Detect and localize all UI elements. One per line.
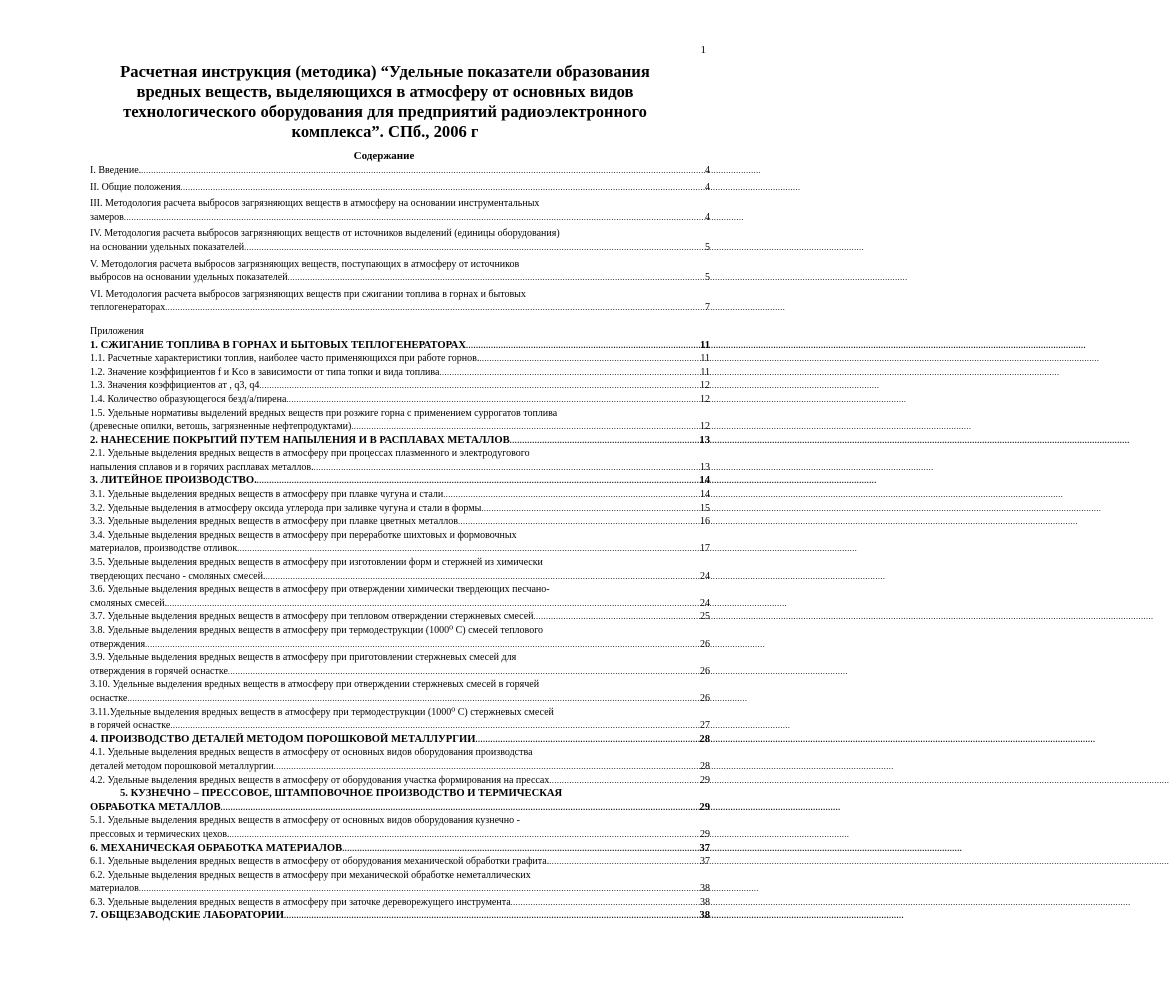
toc-entry-text: 1. СЖИГАНИЕ ТОПЛИВА В ГОРНАХ И БЫТОВЫХ ТЕПЛОГЕНЕРАТОРАХ (90, 339, 466, 351)
toc-entry-text: III. Методология расчета выбросов загрязняющих веществ в атмосферу на основании инструментальных (90, 198, 540, 210)
toc-entry-text: 3.4. Удельные выделения вредных веществ в атмосферу при переработке шихтовых и формовочных (90, 529, 517, 541)
toc-entry[interactable] (90, 379, 710, 393)
toc-page-number: 7 (705, 302, 710, 314)
dot-leader (229, 828, 699, 842)
dot-leader (549, 774, 699, 788)
toc-entry-text: деталей методом порошковой металлургии (90, 760, 274, 772)
toc-entry-text: 3.2. Удельные выделения в атмосферу оксида углерода при заливке чугуна и стали в формы (90, 502, 482, 514)
toc-entry-text: материалов, производстве отливок (90, 543, 238, 555)
toc-section-heading[interactable] (90, 474, 710, 488)
document-title: Расчетная инструкция (методика) “Удельные показатели образования вредных веществ, выделяющихся в атмосферу от основных видов технологического оборудования для предприятий радиоэлектронного комплекса”. СПб., 2006 г (120, 62, 650, 141)
toc-entry-text: 6.2. Удельные выделения вредных веществ в атмосферу при механической обработке неметаллических (90, 869, 531, 881)
toc-page-number: 26 (700, 638, 710, 650)
dot-leader (274, 760, 699, 774)
toc-entry-text: теплогенераторах (90, 302, 166, 314)
toc-entry-text: 4. ПРОИЗВОДСТВО ДЕТАЛЕЙ МЕТОДОМ ПОРОШКОВОЙ МЕТАЛЛУРГИИ (90, 733, 476, 745)
dot-leader (439, 366, 699, 380)
dot-leader (475, 733, 698, 747)
page-number: 1 (700, 44, 706, 56)
toc-entry-text: 1.4. Количество образующегося безд/а/пирена (90, 393, 287, 405)
toc-entry-text: в горячей оснастке (90, 720, 171, 732)
toc-entry[interactable] (90, 288, 710, 315)
toc-page-number: 28 (700, 760, 710, 772)
dot-leader (237, 542, 699, 556)
dot-leader (127, 692, 699, 706)
toc-page-number: 4 (705, 211, 710, 223)
toc-section-heading[interactable] (90, 339, 710, 353)
toc-page-number: 38 (699, 910, 710, 922)
toc-page-number: 26 (700, 665, 710, 677)
toc-entry-text: 2.1. Удельные выделения вредных веществ в атмосферу при процессах плазменного и электродугового (90, 448, 530, 460)
toc-entry-text: смоляных смесей. (90, 597, 168, 609)
toc-entry-text: IV. Методология расчета выбросов загрязняющих веществ от источников выделений (единицы оборудования) (90, 228, 560, 240)
toc-entry-text: VI. Методология расчета выбросов загрязняющих веществ при сжигании топлива в горнах и бытовых (90, 288, 526, 300)
dot-leader (510, 434, 699, 448)
toc-entry[interactable] (90, 502, 710, 516)
toc-entry[interactable] (90, 869, 710, 896)
toc-entry-text: 3.3. Удельные выделения вредных веществ в атмосферу при плавке цветных металлов (90, 516, 458, 528)
toc-entry[interactable] (90, 610, 710, 624)
toc-page-number: 16 (700, 516, 710, 528)
toc-page-number: 29 (700, 828, 710, 840)
toc-entry-text: на основании удельных показателей (90, 241, 245, 253)
toc-entry[interactable] (90, 624, 710, 651)
toc-entry-text: материалов (90, 883, 139, 895)
toc-section-heading[interactable] (90, 733, 710, 747)
dot-leader (549, 855, 699, 869)
toc-entry[interactable] (90, 583, 710, 610)
toc-entry-text: 3.10. Удельные выделения вредных веществ в атмосферу при отверждении стержневых смесей в горячей (90, 679, 540, 691)
dot-leader (314, 461, 699, 475)
toc-entry-text: 3.6. Удельные выделения вредных веществ в атмосферу при отверждении химически твердеющих песчано- (90, 584, 550, 596)
toc-entry-text: 1.3. Значения коэффициентов aт , q3, q4 (90, 380, 260, 392)
dot-leader (479, 352, 699, 366)
toc-entry[interactable] (90, 407, 710, 434)
toc-page-number: 13 (700, 461, 710, 473)
toc-section-heading[interactable] (90, 434, 710, 448)
toc-entry[interactable] (90, 447, 710, 474)
toc-heading: Содержание (353, 150, 415, 162)
toc-page-number: 28 (699, 733, 710, 745)
toc-page-number: 13 (699, 434, 710, 446)
dot-leader (228, 665, 699, 679)
dot-leader (180, 181, 704, 195)
dot-leader (145, 638, 699, 652)
dot-leader (165, 301, 704, 315)
toc-entry[interactable] (90, 164, 710, 178)
dot-leader (286, 393, 699, 407)
toc-page-number: 37 (700, 856, 710, 868)
dot-leader (284, 909, 698, 923)
toc-entry[interactable] (90, 515, 710, 529)
toc-entry-text: 3.7. Удельные выделения вредных веществ в атмосферу при тепловом отверждении стержневых смесей (90, 611, 534, 623)
toc-page-number: 26 (700, 692, 710, 704)
toc-page-number: 38 (700, 896, 710, 908)
toc-entry[interactable] (90, 393, 710, 407)
toc-entry[interactable] (90, 366, 710, 380)
toc-entry[interactable] (90, 556, 710, 583)
toc-page-number: 11 (700, 366, 710, 378)
toc-entry-text: 6. МЕХАНИЧЕСКАЯ ОБРАБОТКА МАТЕРИАЛОВ (90, 842, 343, 854)
dot-leader (351, 420, 699, 434)
toc-entry-text: 1.5. Удельные нормативы выделений вредных веществ при розжиге горна с применением суррогатов топлива (90, 407, 558, 419)
toc-main-section (90, 164, 710, 315)
toc-page-number: 24 (700, 570, 710, 582)
dot-leader (534, 610, 699, 624)
toc-page-number: 11 (699, 339, 710, 351)
dot-leader (167, 597, 699, 611)
dot-leader (259, 379, 699, 393)
toc-entry-text: (древесные опилки, ветошь, загрязненные нефтепродуктами) (90, 421, 352, 433)
toc-section-heading[interactable] (90, 787, 710, 814)
toc-page-number: 5 (705, 272, 710, 284)
toc-entry[interactable] (90, 197, 710, 224)
toc-entry-text: 3.8. Удельные выделения вредных веществ в атмосферу при термодеструкции (1000⁰ С) смесей теплового (90, 625, 544, 636)
toc-entry[interactable] (90, 227, 710, 254)
toc-entry[interactable] (90, 814, 710, 841)
toc-page-number: 12 (700, 380, 710, 392)
toc-entry-text: I. Введение. (90, 165, 142, 176)
toc-section-heading[interactable] (90, 909, 710, 923)
toc-entry[interactable] (90, 488, 710, 502)
toc-entry[interactable] (90, 181, 710, 195)
toc-page-number: 29 (699, 801, 710, 813)
toc-page-number: 14 (699, 475, 710, 487)
toc-entry-text: II. Общие положения (90, 181, 181, 193)
toc-page-number: 12 (700, 421, 710, 433)
toc-page-number: 5 (705, 241, 710, 253)
toc-entry[interactable] (90, 746, 710, 773)
toc-entry-text: 3. ЛИТЕЙНОЕ ПРОИЗВОДСТВО. (90, 475, 257, 487)
toc-entry[interactable] (90, 352, 710, 366)
toc-page-number: 24 (700, 597, 710, 609)
dot-leader (481, 502, 699, 516)
toc-entry-text: 6.3. Удельные выделения вредных веществ в атмосферу при заточке дереворежущего инструмента (90, 896, 511, 908)
toc-page-number: 25 (700, 611, 710, 623)
toc-entry-text: прессовых и термических цехов. (90, 828, 230, 840)
toc-entry-text: 3.9. Удельные выделения вредных веществ в атмосферу при приготовлении стержневых смесей для (90, 652, 517, 664)
toc-entry-text: ОБРАБОТКА МЕТАЛЛОВ (90, 801, 221, 813)
toc-entry-text: 3.1. Удельные выделения вредных веществ в атмосферу при плавке чугуна и стали (90, 489, 444, 501)
toc-page-number: 15 (700, 502, 710, 514)
dot-leader (265, 570, 699, 584)
toc-entry-text: 3.11.Удельные выделения вредных веществ в атмосферу при термодеструкции (1000⁰ С) стержневых смесей (90, 706, 554, 718)
dot-leader (139, 882, 699, 896)
toc-entry[interactable] (90, 706, 710, 733)
toc-page-number: 37 (699, 842, 710, 854)
toc-page-number: 17 (700, 543, 710, 555)
toc-appendix-section (90, 339, 710, 924)
toc-entry-text: напыления сплавов и в горячих расплавах металлов. (90, 461, 314, 473)
toc-page-number: 29 (700, 774, 710, 786)
toc-entry-text: 4.2. Удельные выделения вредных веществ в атмосферу от оборудования участка формирования на прессах (90, 774, 550, 786)
toc-entry[interactable] (90, 774, 710, 788)
dot-leader (244, 241, 704, 255)
toc-page-number: 11 (700, 353, 710, 365)
toc-entry-text: выбросов на основании удельных показателей (90, 272, 288, 284)
dot-leader (511, 896, 699, 910)
dot-leader (141, 164, 704, 178)
toc-entry-text: 5.1. Удельные выделения вредных веществ в атмосферу от основных видов оборудования кузнечно - (90, 815, 520, 827)
toc-entry-text: 3.5. Удельные выделения вредных веществ в атмосферу при изготовлении форм и стержней из химически (90, 557, 543, 569)
dot-leader (124, 211, 704, 225)
dot-leader (458, 515, 699, 529)
dot-leader (257, 474, 699, 488)
toc-entry-text: 7. ОБЩЕЗАВОДСКИЕ ЛАБОРАТОРИИ (90, 910, 284, 922)
toc-entry-text: оснастке (90, 692, 128, 704)
toc-entry-text: 1.1. Расчетные характеристики топлив, наиболее часто применяющихся при работе горнов. (90, 353, 480, 365)
toc-entry-text: 6.1. Удельные выделения вредных веществ в атмосферу от оборудования механической обработки графита. (90, 856, 550, 868)
table-of-contents (90, 164, 710, 923)
toc-entry-text: твердеющих песчано - смоляных смесей. (90, 570, 266, 582)
toc-page-number: 4 (705, 181, 710, 193)
toc-entry[interactable] (90, 529, 710, 556)
toc-entry-text: отверждения (90, 638, 146, 650)
dot-leader (342, 842, 698, 856)
dot-leader (466, 339, 699, 353)
toc-entry-text: 2. НАНЕСЕНИЕ ПОКРЫТИЙ ПУТЕМ НАПЫЛЕНИЯ И В РАСПЛАВАХ МЕТАЛЛОВ (90, 434, 510, 446)
toc-entry-text: 4.1. Удельные выделения вредных веществ в атмосферу от основных видов оборудования производства (90, 747, 533, 759)
toc-entry[interactable] (90, 678, 710, 705)
toc-entry[interactable] (90, 651, 710, 678)
appendix-label: Приложения (90, 325, 144, 337)
toc-entry[interactable] (90, 896, 710, 910)
dot-leader (170, 719, 699, 733)
toc-page-number: 38 (700, 883, 710, 895)
toc-page-number: 12 (700, 393, 710, 405)
toc-entry-text: 1.2. Значение коэффициентов f и Kco в зависимости от типа топки и вида топлива (90, 366, 440, 378)
toc-entry[interactable] (90, 258, 710, 285)
toc-entry-text: V. Методология расчета выбросов загрязняющих веществ, поступающих в атмосферу от источников (90, 258, 520, 270)
toc-section-heading[interactable] (90, 842, 710, 856)
toc-entry-text: отверждения в горячей оснастке (90, 665, 228, 677)
toc-page-number: 4 (705, 165, 710, 176)
toc-entry[interactable] (90, 855, 710, 869)
toc-entry-text: 5. КУЗНЕЧНО – ПРЕССОВОЕ, ШТАМПОВОЧНОЕ ПРОИЗВОДСТВО И ТЕРМИЧЕСКАЯ (120, 788, 563, 800)
toc-page-number: 27 (700, 720, 710, 732)
dot-leader (443, 488, 699, 502)
toc-page-number: 14 (700, 489, 710, 501)
dot-leader (288, 271, 704, 285)
toc-entry-text: замеров (90, 211, 124, 223)
dot-leader (221, 801, 699, 815)
